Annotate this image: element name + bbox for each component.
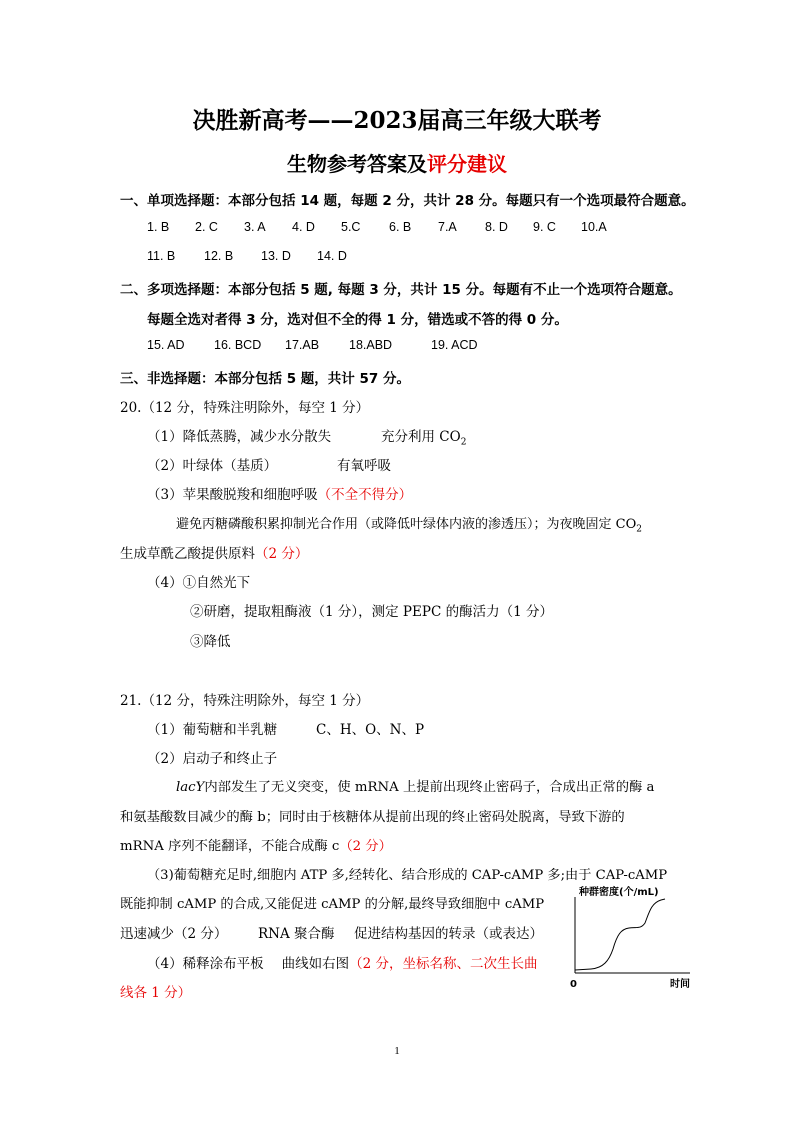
q21-head: 21.（12 分，特殊注明除外，每空 1 分）	[120, 693, 370, 709]
answer-item: 9. C	[533, 220, 556, 234]
q21-explain-3	[120, 835, 392, 854]
answer-item: 7.A	[438, 220, 457, 234]
q20-answer-3-note: （不全不得分）	[317, 487, 413, 503]
page-number: 1	[394, 1045, 400, 1057]
q21-answer-1b: C、H、O、N、P	[316, 722, 425, 738]
x-axis-label: 时间	[670, 979, 690, 990]
answer-item: 19. ACD	[431, 338, 478, 352]
section2-row	[147, 338, 478, 352]
q21-explain-2: 和氨基酸数目减少的酶 b；同时由于核糖体从提前出现的终止密码处脱离，导致下游的	[120, 810, 625, 825]
subtitle-black: 生物参考答案及	[287, 152, 427, 176]
answer-item: 13. D	[261, 249, 291, 263]
section2-heading: 二、多项选择题：本部分包括 5 题, 每题 3 分，共计 15 分。每题有不止一个选项符合题意。	[120, 282, 682, 298]
answer-item: 10.A	[581, 220, 607, 234]
q21-explain-3-text: mRNA 序列不能翻译，不能合成酶 c	[120, 839, 340, 854]
q21-answer-4b: 曲线如右图	[281, 956, 350, 972]
section2-heading2: 每题全选对者得 3 分，选对但不全的得 1 分，错选或不答的得 0 分。	[147, 312, 568, 328]
answer-item: 15. AD	[147, 338, 185, 352]
q20-answer-1b	[381, 425, 466, 448]
growth-curve-figure	[565, 883, 695, 993]
subscript: 2	[460, 437, 467, 448]
page-title: 决胜新高考——2023届高三年级大联考	[192, 107, 602, 134]
answer-item: 18.ABD	[349, 338, 393, 352]
q20-answer-3-explain	[176, 513, 642, 535]
q21-answer-4	[147, 952, 537, 972]
answer-item: 5.C	[341, 220, 361, 234]
answer-item: 8. D	[485, 220, 508, 234]
q20-answer-3-explain-text2: 生成草酰乙酸提供原料	[120, 546, 255, 562]
q21-answer-1a: （1）葡萄糖和半乳糖	[147, 722, 278, 738]
answer-item: 12. B	[204, 249, 234, 263]
answer-item: 2. C	[195, 220, 218, 234]
q20-points-note: （2 分）	[255, 546, 309, 562]
q20-answer-4-2: ②研磨，提取粗酶液（1 分），测定 PEPC 的酶活力（1 分）	[190, 604, 553, 620]
q21-explain-1	[176, 776, 654, 795]
q20-answer-2a: （2）叶绿体（基质）	[147, 458, 278, 474]
q21-answer-3-line3a: 迅速减少（2 分）	[120, 926, 228, 942]
q21-answer-3-line3c: 促进结构基因的转录（或表达）	[354, 926, 543, 942]
subscript: 2	[636, 524, 642, 535]
q21-answer-3-line1: （3)葡萄糖充足时,细胞内 ATP 多,经转化、结合形成的 CAP-cAMP 多;由于 CAP-cAMP	[147, 868, 668, 883]
q20-answer-2b: 有氧呼吸	[337, 458, 391, 474]
q21-answer-3-line2: 既能抑制 cAMP 的合成,又能促进 cAMP 的分解,最终导致细胞中 cAMP	[120, 897, 545, 912]
q20-answer-3-text: （3）苹果酸脱羧和细胞呼吸	[147, 487, 318, 503]
q20-answer-4-1: （4）①自然光下	[147, 575, 251, 591]
growth-curve-svg	[565, 883, 695, 993]
y-axis-label: 种群密度(个/mL)	[579, 887, 659, 898]
q20-answer-3-explain-text: 避免丙糖磷酸积累抑制光合作用（或降低叶绿体内液的渗透压）；为夜晚固定 CO	[176, 517, 637, 532]
q20-answer-1a: （1）降低蒸腾，减少水分散失	[147, 429, 332, 445]
q21-answer-4-note: （2 分，坐标名称、二次生长曲	[349, 956, 538, 972]
subtitle-red: 评分建议	[427, 152, 507, 176]
q21-answer-3-line3b: RNA 聚合酶	[258, 926, 335, 942]
gene-name: lacY	[176, 780, 205, 795]
origin-label: 0	[570, 979, 577, 990]
q20-answer-4-3: ③降低	[190, 634, 231, 650]
answer-item: 6. B	[389, 220, 412, 234]
q21-explain-1-text: 内部发生了无义突变，使 mRNA 上提前出现终止密码子，合成出正常的酶 a	[204, 780, 655, 795]
section1-row1	[147, 220, 607, 234]
answer-item: 3. A	[244, 220, 266, 234]
section1-heading: 一、单项选择题：本部分包括 14 题，每题 2 分，共计 28 分。每题只有一个选项最符合题意。	[120, 193, 695, 209]
answer-item: 4. D	[292, 220, 315, 234]
q20-answer-3	[147, 483, 412, 503]
q20-head: 20.（12 分，特殊注明除外，每空 1 分）	[120, 400, 370, 416]
section3-heading: 三、非选择题：本部分包括 5 题，共计 57 分。	[120, 371, 410, 387]
section1-row2	[147, 249, 347, 263]
answer-item: 1. B	[147, 220, 170, 234]
diauxic-growth-curve	[575, 899, 665, 970]
q20-answer-1b-text: 充分利用 CO	[381, 429, 461, 445]
q21-answer-2: （2）启动子和终止子	[147, 751, 278, 767]
q21-answer-4-note-cont: 线各 1 分）	[120, 985, 192, 1001]
q21-points-note: （2 分）	[339, 839, 392, 854]
answer-item: 14. D	[317, 249, 347, 263]
answer-item: 17.AB	[285, 338, 320, 352]
answer-item: 11. B	[147, 249, 176, 263]
answer-item: 16. BCD	[214, 338, 262, 352]
q20-answer-3-explain-cont	[120, 542, 308, 562]
q21-answer-4a: （4）稀释涂布平板	[147, 956, 264, 972]
page-subtitle	[0, 148, 794, 177]
